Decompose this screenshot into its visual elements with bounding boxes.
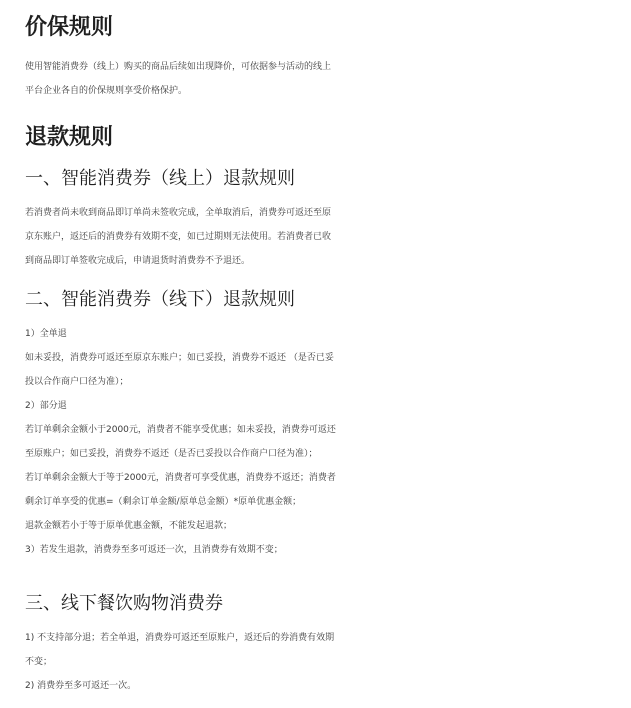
section2-line: 退款金额若小于等于原单优惠金额，不能发起退款；: [25, 521, 233, 531]
section1-line: 京东账户，返还后的消费券有效期不变，如已过期则无法使用。若消费者已收: [25, 232, 332, 242]
section2-line: 2）部分退: [25, 401, 67, 411]
section1-line: 若消费者尚未收到商品即订单尚未签收完成，全单取消后，消费券可返还至原: [25, 208, 332, 218]
price-protection-body: [25, 55, 621, 103]
section3-line: 2) 消费券至多可返还一次。: [25, 681, 137, 691]
section2-line: 若订单剩余金额大于等于2000元，消费者可享受优惠，消费券不返还；消费者: [25, 473, 336, 483]
section2-line: 至原账户；如已妥投，消费券不返还（是否已妥投以合作商户口径为准）；: [25, 449, 318, 459]
section3-body: [25, 626, 621, 698]
section2-line: 若订单剩余金额小于2000元，消费者不能享受优惠；如未妥投，消费券可返还: [25, 425, 336, 435]
refund-rules-title: 退款规则: [25, 125, 114, 150]
section2-line: 投以合作商户口径为准）；: [25, 377, 129, 387]
section2-line: 如未妥投，消费券可返还至原京东账户；如已妥投，消费券不返还 （是否已妥: [25, 353, 334, 363]
section1-heading: 一、智能消费券（线上）退款规则: [25, 168, 295, 189]
price-protection-line: 使用智能消费券（线上）购买的商品后续如出现降价，可依据参与活动的线上: [25, 62, 332, 72]
section1-line: 到商品即订单签收完成后，申请退货时消费券不予退还。: [25, 256, 251, 266]
section1-body: [25, 201, 621, 273]
section3-heading: 三、线下餐饮购物消费券: [25, 593, 223, 614]
price-protection-line: 平台企业各自的价保规则享受价格保护。: [25, 86, 188, 96]
section2-line: 1）全单退: [25, 329, 67, 339]
section3-line: 不变；: [25, 657, 53, 667]
price-protection-title: 价保规则: [25, 15, 114, 40]
section2-line: 剩余订单享受的优惠=（剩余订单金额/原单总金额）*原单优惠金额；: [25, 497, 302, 507]
section2-body: [25, 322, 621, 562]
section2-heading: 二、智能消费券（线下）退款规则: [25, 289, 295, 310]
section3-line: 1) 不支持部分退；若全单退，消费券可返还至原账户，返还后的券消费有效期: [25, 633, 335, 643]
section2-line: 3）若发生退款，消费券至多可返还一次，且消费券有效期不变；: [25, 545, 283, 555]
